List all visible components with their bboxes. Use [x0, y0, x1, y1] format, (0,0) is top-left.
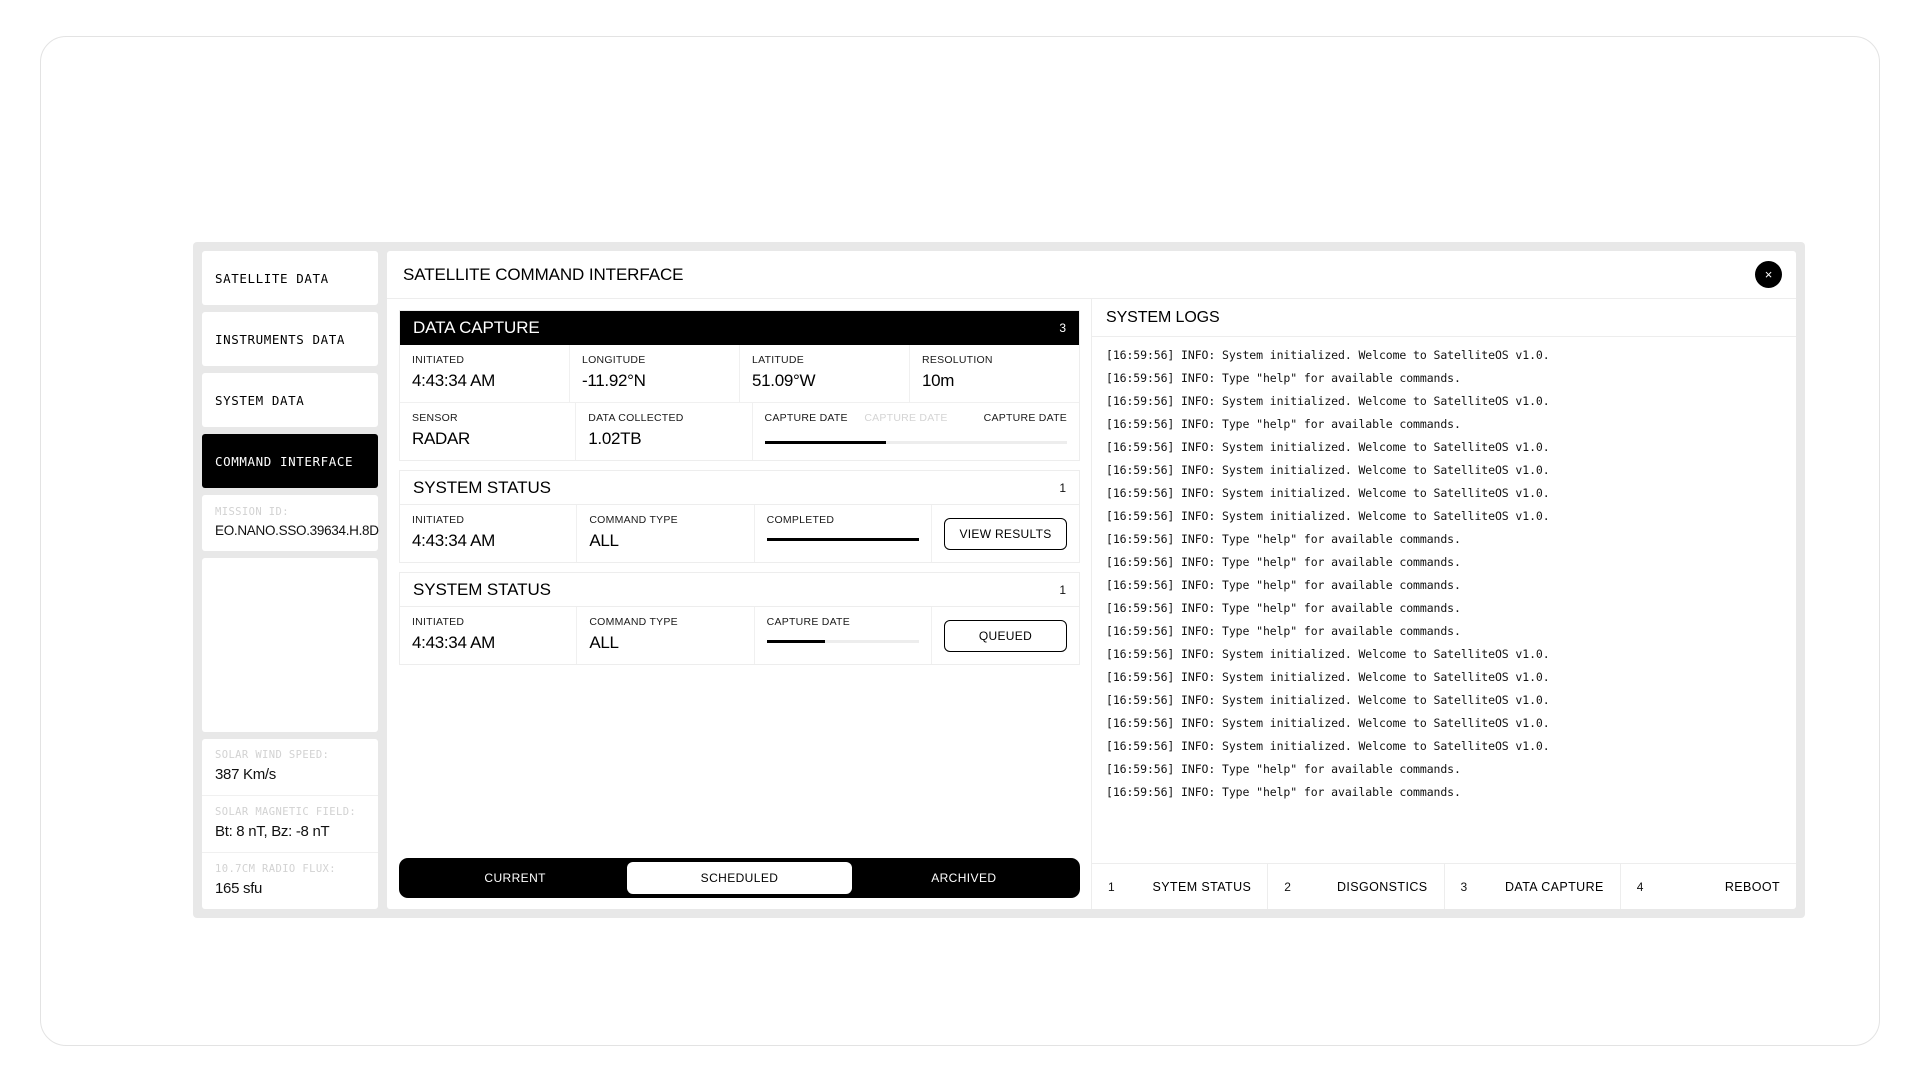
stat-value: Bt: 8 nT, Bz: -8 nT [215, 823, 330, 840]
system-status-row-2 [400, 607, 1079, 664]
field-initiated [400, 505, 576, 562]
system-status-card-2 [399, 572, 1080, 665]
sidebar-item-satellite-data[interactable] [202, 251, 378, 305]
main-panel [387, 251, 1796, 909]
window-titlebar [387, 251, 1796, 299]
command-label: SYTEM STATUS [1152, 879, 1252, 894]
system-logs-column [1091, 299, 1796, 909]
field-label: INITIATED [412, 514, 465, 526]
log-line: [16:59:56] INFO: System initialized. Welcome to SatelliteOS v1.0. [1106, 439, 1550, 454]
stat-value: 165 sfu [215, 880, 263, 897]
field-capture-date-progress [754, 607, 931, 664]
system-logs-list[interactable] [1092, 337, 1796, 863]
satellite-command-window [193, 242, 1805, 918]
data-capture-row-2 [400, 402, 1079, 460]
field-label: DATA COLLECTED [588, 412, 684, 424]
mission-id-label: MISSION ID: [215, 506, 289, 518]
log-line: [16:59:56] INFO: System initialized. Welcome to SatelliteOS v1.0. [1106, 508, 1550, 523]
sidebar-empty-panel [202, 558, 378, 732]
field-value: 4:43:34 AM [412, 371, 496, 390]
view-results-button[interactable] [944, 518, 1067, 550]
sidebar-item-system-data[interactable] [202, 373, 378, 427]
command-shortcut-sytem-status[interactable] [1092, 864, 1267, 909]
data-capture-title: DATA CAPTURE [413, 318, 540, 337]
system-status-card-1 [399, 470, 1080, 563]
field-command-type [576, 607, 753, 664]
log-line: [16:59:56] INFO: System initialized. Welcome to SatelliteOS v1.0. [1106, 462, 1550, 477]
stat-solar-wind-speed [202, 739, 378, 795]
field-label: COMMAND TYPE [589, 616, 678, 628]
system-status-header-2 [400, 573, 1079, 607]
system-status-count: 1 [1059, 480, 1066, 495]
view-results-cell [931, 505, 1079, 562]
tab-scheduled[interactable] [627, 862, 851, 894]
content-area [387, 299, 1796, 909]
field-label: CAPTURE DATE [766, 616, 850, 628]
field-label-right: CAPTURE DATE [983, 412, 1067, 424]
field-label: COMMAND TYPE [589, 514, 678, 526]
stat-radio-flux [202, 852, 378, 909]
sidebar-item-label: INSTRUMENTS DATA [215, 331, 346, 347]
field-command-type [576, 505, 753, 562]
command-label: DISGONSTICS [1336, 879, 1428, 894]
stat-label: 10.7CM RADIO FLUX: [215, 863, 336, 875]
field-label: LATITUDE [752, 354, 804, 366]
progress-fill [767, 538, 919, 541]
field-initiated [400, 607, 576, 664]
data-capture-row-1 [400, 345, 1079, 402]
system-status-count: 1 [1059, 582, 1066, 597]
space-weather-stats [202, 739, 378, 909]
command-number: 1 [1108, 879, 1115, 894]
field-label: RESOLUTION [922, 354, 993, 366]
completed-progress-bar [767, 538, 919, 541]
log-line: [16:59:56] INFO: System initialized. Welcome to SatelliteOS v1.0. [1106, 347, 1550, 362]
field-value: 51.09°W [752, 371, 816, 390]
data-capture-header [400, 311, 1079, 345]
log-line: [16:59:56] INFO: Type "help" for available commands. [1106, 600, 1461, 615]
field-value: -11.92°N [582, 371, 646, 390]
field-value: 4:43:34 AM [412, 531, 496, 550]
log-line: [16:59:56] INFO: Type "help" for available commands. [1106, 370, 1461, 385]
tabs-container [399, 848, 1080, 898]
close-icon[interactable] [1755, 261, 1782, 288]
field-label: CAPTURE DATE [764, 412, 848, 424]
command-label: DATA CAPTURE [1504, 879, 1604, 894]
field-completed-progress [754, 505, 931, 562]
system-logs-header [1092, 299, 1796, 337]
button-label: VIEW RESULTS [959, 526, 1052, 541]
page-frame [40, 36, 1880, 1046]
data-capture-count: 3 [1059, 321, 1066, 335]
field-latitude [739, 345, 909, 402]
log-line: [16:59:56] INFO: Type "help" for available commands. [1106, 531, 1461, 546]
log-line: [16:59:56] INFO: System initialized. Welcome to SatelliteOS v1.0. [1106, 692, 1550, 707]
close-glyph: × [1764, 267, 1773, 282]
log-line: [16:59:56] INFO: System initialized. Welcome to SatelliteOS v1.0. [1106, 485, 1550, 500]
command-number: 2 [1284, 879, 1291, 894]
sidebar-item-label: SYSTEM DATA [215, 392, 305, 408]
queued-button[interactable] [944, 620, 1067, 652]
log-line: [16:59:56] INFO: Type "help" for available commands. [1106, 761, 1461, 776]
queued-cell [931, 607, 1079, 664]
tab-current[interactable] [403, 862, 627, 894]
log-line: [16:59:56] INFO: Type "help" for available commands. [1106, 416, 1461, 431]
field-sensor [400, 403, 575, 460]
capture-date-labels [765, 412, 1068, 429]
sidebar-item-command-interface[interactable] [202, 434, 378, 488]
log-line: [16:59:56] INFO: System initialized. Welcome to SatelliteOS v1.0. [1106, 669, 1550, 684]
field-label: LONGITUDE [582, 354, 646, 366]
tab-label: CURRENT [484, 871, 546, 885]
sidebar-item-label: COMMAND INTERFACE [215, 453, 354, 469]
field-resolution [909, 345, 1079, 402]
capture-date-progress-bar [765, 441, 1068, 444]
data-capture-card [399, 310, 1080, 461]
stat-label: SOLAR MAGNETIC FIELD: [215, 806, 357, 818]
log-line: [16:59:56] INFO: Type "help" for available commands. [1106, 623, 1461, 638]
sidebar [202, 251, 378, 909]
system-status-header-1 [400, 471, 1079, 505]
tab-label: SCHEDULED [700, 871, 779, 885]
field-value: 10m [922, 371, 955, 390]
field-label: INITIATED [412, 616, 465, 628]
field-label: COMPLETED [766, 514, 835, 526]
stat-solar-magnetic-field [202, 795, 378, 852]
log-line: [16:59:56] INFO: System initialized. Welcome to SatelliteOS v1.0. [1106, 393, 1550, 408]
command-shortcut-reboot[interactable] [1620, 864, 1796, 909]
command-label: REBOOT [1724, 879, 1780, 894]
progress-fill [767, 640, 825, 643]
command-number: 3 [1460, 879, 1468, 894]
capture-date-progress-bar [767, 640, 919, 643]
system-logs-title: SYSTEM LOGS [1106, 308, 1220, 326]
system-status-title: SYSTEM STATUS [413, 579, 551, 599]
command-shortcut-data-capture[interactable] [1444, 864, 1620, 909]
field-value: 1.02TB [588, 429, 642, 448]
button-label: QUEUED [978, 628, 1033, 643]
field-value: 4:43:34 AM [412, 633, 496, 652]
stat-value: 387 Km/s [215, 766, 276, 783]
sidebar-item-instruments-data[interactable] [202, 312, 378, 366]
command-shortcut-disgonstics[interactable] [1267, 864, 1443, 909]
page-title: SATELLITE COMMAND INTERFACE [403, 264, 684, 284]
mission-id-value: EO.NANO.SSO.39634.H.8D [215, 523, 379, 538]
system-status-row-1 [400, 505, 1079, 562]
field-label-muted: CAPTURE DATE [864, 412, 948, 424]
field-label: INITIATED [412, 354, 465, 366]
view-tabs [399, 858, 1080, 898]
log-line: [16:59:56] INFO: System initialized. Welcome to SatelliteOS v1.0. [1106, 646, 1550, 661]
command-shortcut-bar [1092, 863, 1796, 909]
log-line: [16:59:56] INFO: System initialized. Welcome to SatelliteOS v1.0. [1106, 738, 1550, 753]
field-value: RADAR [412, 429, 471, 448]
log-line: [16:59:56] INFO: Type "help" for available commands. [1106, 784, 1461, 799]
commands-column [387, 299, 1091, 909]
tab-label: ARCHIVED [931, 871, 997, 885]
field-label: SENSOR [412, 412, 458, 424]
field-longitude [569, 345, 739, 402]
field-data-collected [575, 403, 751, 460]
log-line: [16:59:56] INFO: Type "help" for available commands. [1106, 577, 1461, 592]
mission-id-card [202, 495, 378, 551]
field-value: ALL [589, 633, 619, 652]
system-status-title: SYSTEM STATUS [413, 477, 551, 497]
log-line: [16:59:56] INFO: Type "help" for available commands. [1106, 554, 1461, 569]
command-number: 4 [1636, 879, 1644, 894]
log-line: [16:59:56] INFO: System initialized. Welcome to SatelliteOS v1.0. [1106, 715, 1550, 730]
tab-archived[interactable] [852, 862, 1076, 894]
field-initiated [400, 345, 569, 402]
field-capture-date-progress [752, 403, 1080, 460]
sidebar-item-label: SATELLITE DATA [215, 270, 329, 286]
field-value: ALL [589, 531, 619, 550]
progress-fill [765, 441, 886, 444]
stat-label: SOLAR WIND SPEED: [215, 749, 330, 761]
